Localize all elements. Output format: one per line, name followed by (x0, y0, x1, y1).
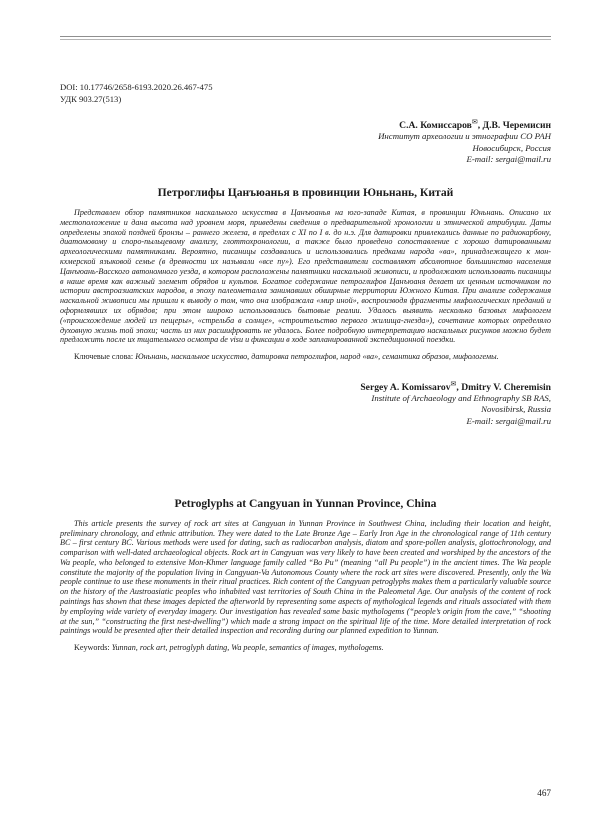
keywords-en-label: Keywords: (74, 643, 110, 653)
author-en-2: , Dmitry V. Cheremisin (456, 382, 551, 394)
author-ru-1: С.А. Комиссаров (399, 120, 472, 132)
affiliation-en-line1: Institute of Archaeology and Ethnography SB RAS, (371, 393, 551, 404)
affiliation-ru-line2: Новосибирск, Россия (472, 142, 551, 153)
affiliation-en (60, 393, 551, 427)
article-meta (60, 82, 551, 105)
authors-en (60, 380, 551, 393)
abstract-en: This article presents the survey of rock art sites at Cangyuan in Yunnan Province in Southwest China, including their location and height, preliminary chronology, and ethnic attribution. They were dated to the Late Bronze Age – Early Iron Age in the chronological range of 11th century BC – first century BC. Various methods were used for dating, such as radiocarbon analysis, diatom and spore-pollen analysis, glottochronology, and comparison with well-dated archaeological objects. Rock art in Cangyuan was very likely to have been created and worshiped by the ancestors of the Wa people, who belonged to extensive Mon-Khmer language family called “Bo Pu” (meaning “all Pu people”) in the ancient times. The Wa people constitute the majority of the population living in Cangyuan-Va Autonomous County where the rock art sites were discovered. Presently, only the Wa people continue to use these monuments in their ritual practices. Rich content of the Cangyuan petroglyphs makes them a particularly valuable source on the history of the Austroasiatic peoples who inhabited vast territories of South China in the Paleometal Age. Our analysis of the content of rock paintings has shown that these images depicted the afterworld by representing some aspects of mythological legends and rituals associated with them by employing wide variety of everyday imagery. Our investigation has revealed some basic mythologems (“people’s origin from the cave,” “shooting at the sun,” “constructing the first nest-dwelling”) which made a strong impact on the spiritual life of the time. More detailed interpretation of rock paintings would be presented after their detailed inspection and recording during our planned expedition to Yunnan. (60, 518, 551, 636)
author-ru-2: , Д.В. Черемисин (477, 120, 551, 132)
header-rule (60, 36, 551, 40)
keywords-en (60, 643, 551, 653)
affiliation-en-line2: Novosibirsk, Russia (481, 404, 551, 415)
author-en-1: Sergey A. Komissarov (360, 382, 451, 394)
keywords-ru-label: Ключевые слова: (74, 352, 134, 362)
keywords-ru-text: Юньнань, наскальное искусство, датировка петроглифов, народ «ва», семантика образов, мифологемы. (133, 352, 499, 362)
title-en: Petroglyphs at Cangyuan in Yunnan Province, China (174, 496, 437, 510)
page-number: 467 (537, 788, 551, 798)
title-ru: Петроглифы Цанъюанья в провинции Юньнань, Китай (157, 186, 454, 200)
affiliation-ru-line1: Институт археологии и этнографии СО РАН (378, 131, 551, 142)
keywords-en-text: Yunnan, rock art, petroglyph dating, Wa people, semantics of images, mythologems. (109, 643, 384, 653)
doi: DOI: 10.17746/2658-6193.2020.26.467-475 (60, 82, 213, 92)
email-ru: E-mail: sergai@mail.ru (466, 153, 551, 164)
authors-block-en (60, 380, 551, 427)
udk: УДК 903.27(513) (60, 93, 122, 104)
authors-ru (60, 118, 551, 131)
email-en: E-mail: sergai@mail.ru (466, 415, 551, 426)
envelope-icon: ✉ (450, 379, 457, 388)
keywords-ru (60, 352, 551, 362)
affiliation-ru (60, 131, 551, 165)
envelope-icon: ✉ (471, 118, 478, 127)
abstract-ru: Представлен обзор памятников наскального искусства в Цанъюанья на юго-западе Китая, в провинции Юньнань. Описано их местоположение и дана высота над уровнем моря, приведены сведения о предварительной хронологии и этнической атрибуции. Даты определены эпохой поздней бронзы – раннего железа, в пределах с XI по I в. до н.э. Для датировки привлекались данные по радиокарбону, диатомовому и споро-пыльцевому анализу, глоттохронологии, а также было проведено сопоставление с хорошо датированными археологическими памятниками. Вероятно, писаницы создавались и использовались предками народа «ва», принадлежащего к мон-кхмерской языковой семье (в древности их называли «все пу»). Его представители составляют абсолютное большинство населения Цанъюань-Васского автономного уезда, в котором расположены памятники наскальной живописи, и продолжают использовать писаницы в наше время как важный элемент обрядов и культов. Богатое содержание петроглифов Цанъюаня делает их ценным источником по истории австроазиатских народов, в эпоху палеометалла занимавших обширные территории Южного Китая. При анализе содержания наскальной живописи мы пришли к выводу о том, что она изображала «мир иной», воспроизводя фрагменты мифологических преданий и оформлявших их обрядов; при этом широко использовались бытовые реалии. Удалось выявить несколько базовых мифологем («происхождение людей из пещеры», «стрельба в солнце», «строительство первого жилища-гнезда»), сочетание которых определяло духовную жизнь той эпохи; часть из них расшифровать не удалось. Более подробную интерпретацию наскальных рисунков можно будет предложить после их тщательного осмотра de visu и фиксации в ходе запланированной экспедиционной поездки. (60, 208, 551, 345)
